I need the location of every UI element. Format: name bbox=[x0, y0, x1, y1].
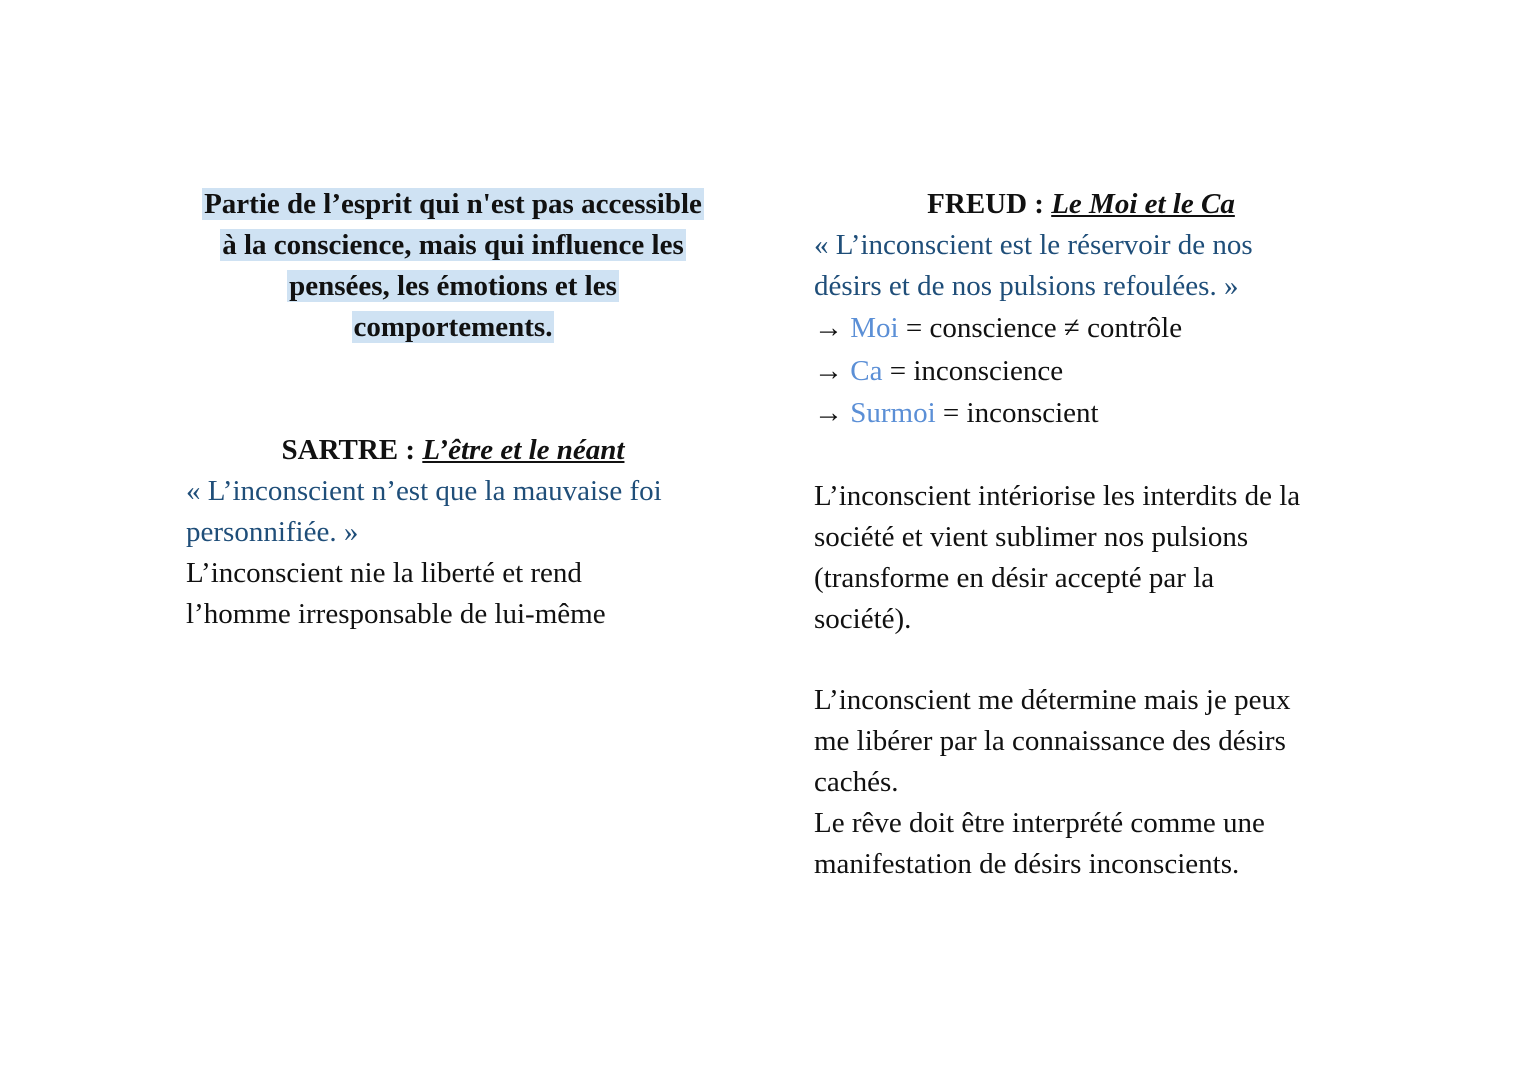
definition-line: pensées, les émotions et les bbox=[289, 270, 617, 302]
paragraph-line: cachés. bbox=[814, 766, 899, 798]
sartre-section bbox=[186, 430, 720, 635]
freud-paragraph-2 bbox=[814, 680, 1374, 885]
paragraph-line: me libérer par la connaissance des désirs bbox=[814, 725, 1286, 757]
paragraph-line: Le rêve doit être interprété comme une bbox=[814, 807, 1265, 839]
freud-section bbox=[814, 184, 1348, 435]
definition: = inconscient bbox=[935, 397, 1099, 429]
definition-block bbox=[186, 184, 720, 348]
paragraph-line: (transforme en désir accepté par la bbox=[814, 562, 1215, 594]
term: Ca bbox=[850, 354, 883, 387]
freud-item-surmoi bbox=[814, 392, 1348, 435]
definition-line: comportements. bbox=[353, 311, 553, 343]
sartre-work-title: L’être et le néant bbox=[422, 434, 625, 466]
paragraph-line: L’inconscient me détermine mais je peux bbox=[814, 684, 1291, 716]
freud-author: FREUD : bbox=[927, 188, 1052, 220]
paragraph-line: société et vient sublimer nos pulsions bbox=[814, 521, 1249, 553]
sartre-quote-line: « L’inconscient n’est que la mauvaise foi bbox=[186, 475, 662, 507]
arrow-icon: → bbox=[814, 354, 851, 387]
freud-quote-line: « L’inconscient est le réservoir de nos bbox=[814, 229, 1253, 261]
freud-work-title: Le Moi et le Ca bbox=[1051, 188, 1235, 220]
paragraph-line: L’inconscient intériorise les interdits de la bbox=[814, 480, 1301, 512]
freud-quote-line: désirs et de nos pulsions refoulées. » bbox=[814, 270, 1239, 302]
arrow-icon: → bbox=[814, 397, 851, 429]
freud-item-ca bbox=[814, 350, 1348, 393]
freud-paragraph-1 bbox=[814, 476, 1374, 640]
freud-item-moi bbox=[814, 307, 1348, 350]
definition: = conscience ≠ contrôle bbox=[898, 312, 1183, 344]
freud-heading bbox=[814, 184, 1348, 225]
definition-line: à la conscience, mais qui influence les bbox=[222, 229, 684, 261]
term: Surmoi bbox=[850, 397, 936, 429]
definition-line: Partie de l’esprit qui n'est pas accessible bbox=[204, 188, 702, 220]
arrow-icon: → bbox=[814, 312, 851, 344]
paragraph-line: manifestation de désirs inconscients. bbox=[814, 848, 1240, 880]
paragraph-line: société). bbox=[814, 603, 912, 635]
sartre-author: SARTRE : bbox=[281, 434, 423, 466]
definition: = inconscience bbox=[882, 354, 1064, 387]
sartre-quote-line: personnifiée. » bbox=[186, 516, 359, 548]
sartre-text-line: l’homme irresponsable de lui-même bbox=[186, 598, 606, 630]
term: Moi bbox=[850, 312, 899, 344]
sartre-text-line: L’inconscient nie la liberté et rend bbox=[186, 557, 582, 589]
sartre-heading bbox=[186, 430, 720, 471]
